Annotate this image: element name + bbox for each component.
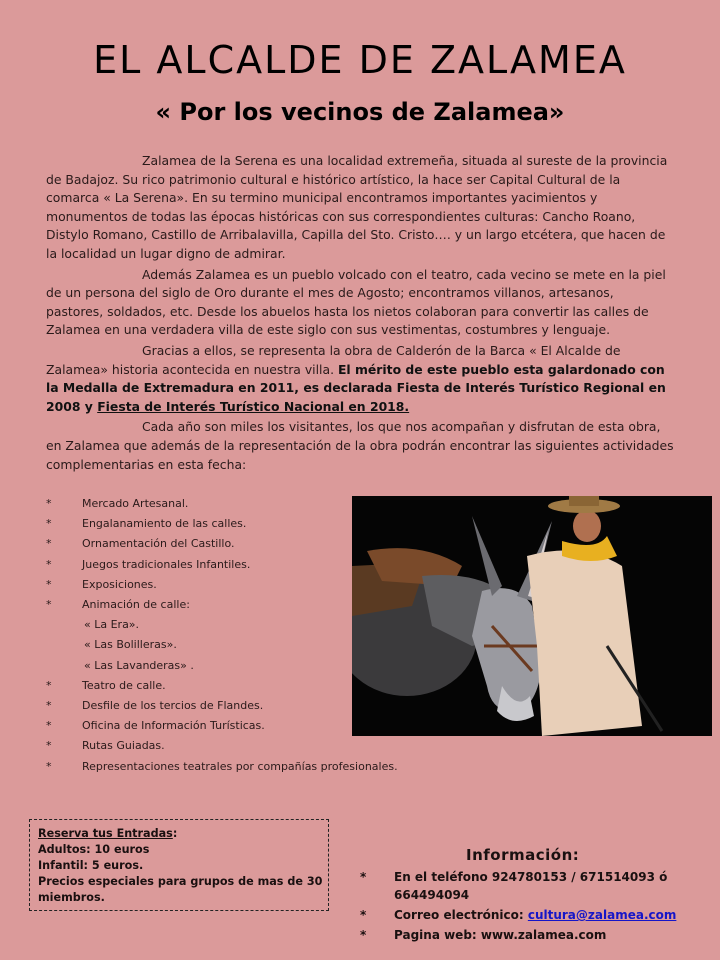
list-item: * Juegos tradicionales Infantiles. [46, 555, 416, 575]
page-title: EL ALCALDE DE ZALAMEA [93, 38, 627, 82]
bullet-mark: * [46, 517, 52, 531]
price-adults: Adultos: 10 euros [38, 843, 150, 856]
price-groups: Precios especiales para grupos de mas de 30 miembros. [38, 875, 323, 904]
contact-list [360, 868, 690, 946]
price-children: Infantil: 5 euros. [38, 859, 144, 872]
page-subtitle: « Por los vecinos de Zalamea» [155, 98, 565, 126]
bullet-mark: * [46, 577, 52, 591]
bullet-mark: * [360, 928, 367, 942]
list-item: * Exposiciones. [46, 575, 416, 595]
contact-web: * Pagina web: www.zalamea.com [360, 928, 607, 942]
bullet-mark: * [46, 537, 52, 551]
sub-list-item: « La Era». [84, 618, 140, 632]
reservation-title: Reserva tus Entradas: [38, 827, 178, 840]
bullet-mark: * [360, 908, 367, 922]
awards-plain-text: Gracias a ellos, se representa la obra de Calderón de la Barca « El Alcalde de Zalamea» historia acontecida en nuestra villa. [46, 342, 621, 377]
reservation-box [29, 819, 329, 911]
photo-illustration [352, 496, 712, 736]
bullet-mark: * [46, 557, 52, 571]
list-item: * Representaciones teatrales por compañías profesionales. [46, 757, 416, 777]
info-title: Información: [466, 846, 580, 864]
paragraph-theatre: Además Zalamea es un pueblo volcado con el teatro, cada vecino se mete en la piel de un persona del siglo de Oro durante el mes de Agosto; encontramos villanos, artesanos, pastores, soldados, etc. Desde los abuelos hasta los nietos colaboran para convertir las calles de Zalamea en una verdadera villa de este siglo con sus vestimentas, costumbres y lenguaje. [46, 266, 666, 338]
list-item: * Teatro de calle. [46, 676, 416, 696]
list-item: * Animación de calle: [46, 595, 416, 615]
intro-text [46, 152, 674, 476]
sub-list-item: « Las Bolilleras». [84, 638, 177, 652]
bullet-mark: * [46, 497, 52, 510]
bullet-mark: * [46, 678, 52, 692]
list-item: * Rutas Guiadas. [46, 736, 416, 756]
contact-email: * Correo electrónico: cultura@zalamea.com [360, 908, 677, 922]
bullet-mark: * [46, 739, 52, 753]
bullet-mark: * [46, 719, 52, 733]
list-item: * Ornamentación del Castillo. [46, 534, 416, 554]
sub-list-item: « Las Lavanderas» . [84, 658, 194, 672]
list-item: * Desfile de los tercios de Flandes. [46, 696, 416, 716]
bullet-mark: * [46, 598, 52, 612]
email-link[interactable]: cultura@zalamea.com [527, 908, 677, 922]
paragraph-awards [46, 342, 674, 416]
bullet-mark: * [360, 870, 367, 884]
contact-phone: * En el teléfono 924780153 / 671514093 ó 664494094 [360, 870, 668, 902]
awards-bold-text: El mérito de este pueblo esta galardonado con la Medalla de Extremadura en 2011, es declarada Fiesta de Interés Turístico Regional en 2008 y [46, 361, 666, 414]
list-item: * Mercado Artesanal. [46, 494, 416, 514]
bullet-mark: * [46, 759, 52, 773]
paragraph-visitors: Cada año son miles los visitantes, los que nos acompañan y disfrutan de esta obra, en Zalamea que además de la representación de la obra podrán encontrar las siguientes actividades complementarias en esta fecha: [46, 419, 674, 472]
list-item: * Engalanamiento de las calles. [46, 514, 416, 534]
awards-national-text: Fiesta de Interés Turístico Nacional en 2018. [97, 398, 410, 414]
bullet-mark: * [46, 699, 52, 713]
list-item: * Oficina de Información Turísticas. [46, 716, 416, 736]
photo-man-with-donkey [352, 496, 712, 736]
paragraph-history: Zalamea de la Serena es una localidad extremeña, situada al sureste de la provincia de Badajoz. Su rico patrimonio cultural e histórico artístico, la hace ser Capital Cultural de la comarca « La Serena». En su termino municipal encontramos importantes yacimientos y monumentos de todas las épocas históricas con sus correspondientes culturas: Cancho Roano, Distylo Romano, Castillo de Arribalavilla, Capilla del Sto. Cristo…. y un largo etcétera, que hacen de la localidad un lugar digno de admirar. [46, 153, 668, 261]
